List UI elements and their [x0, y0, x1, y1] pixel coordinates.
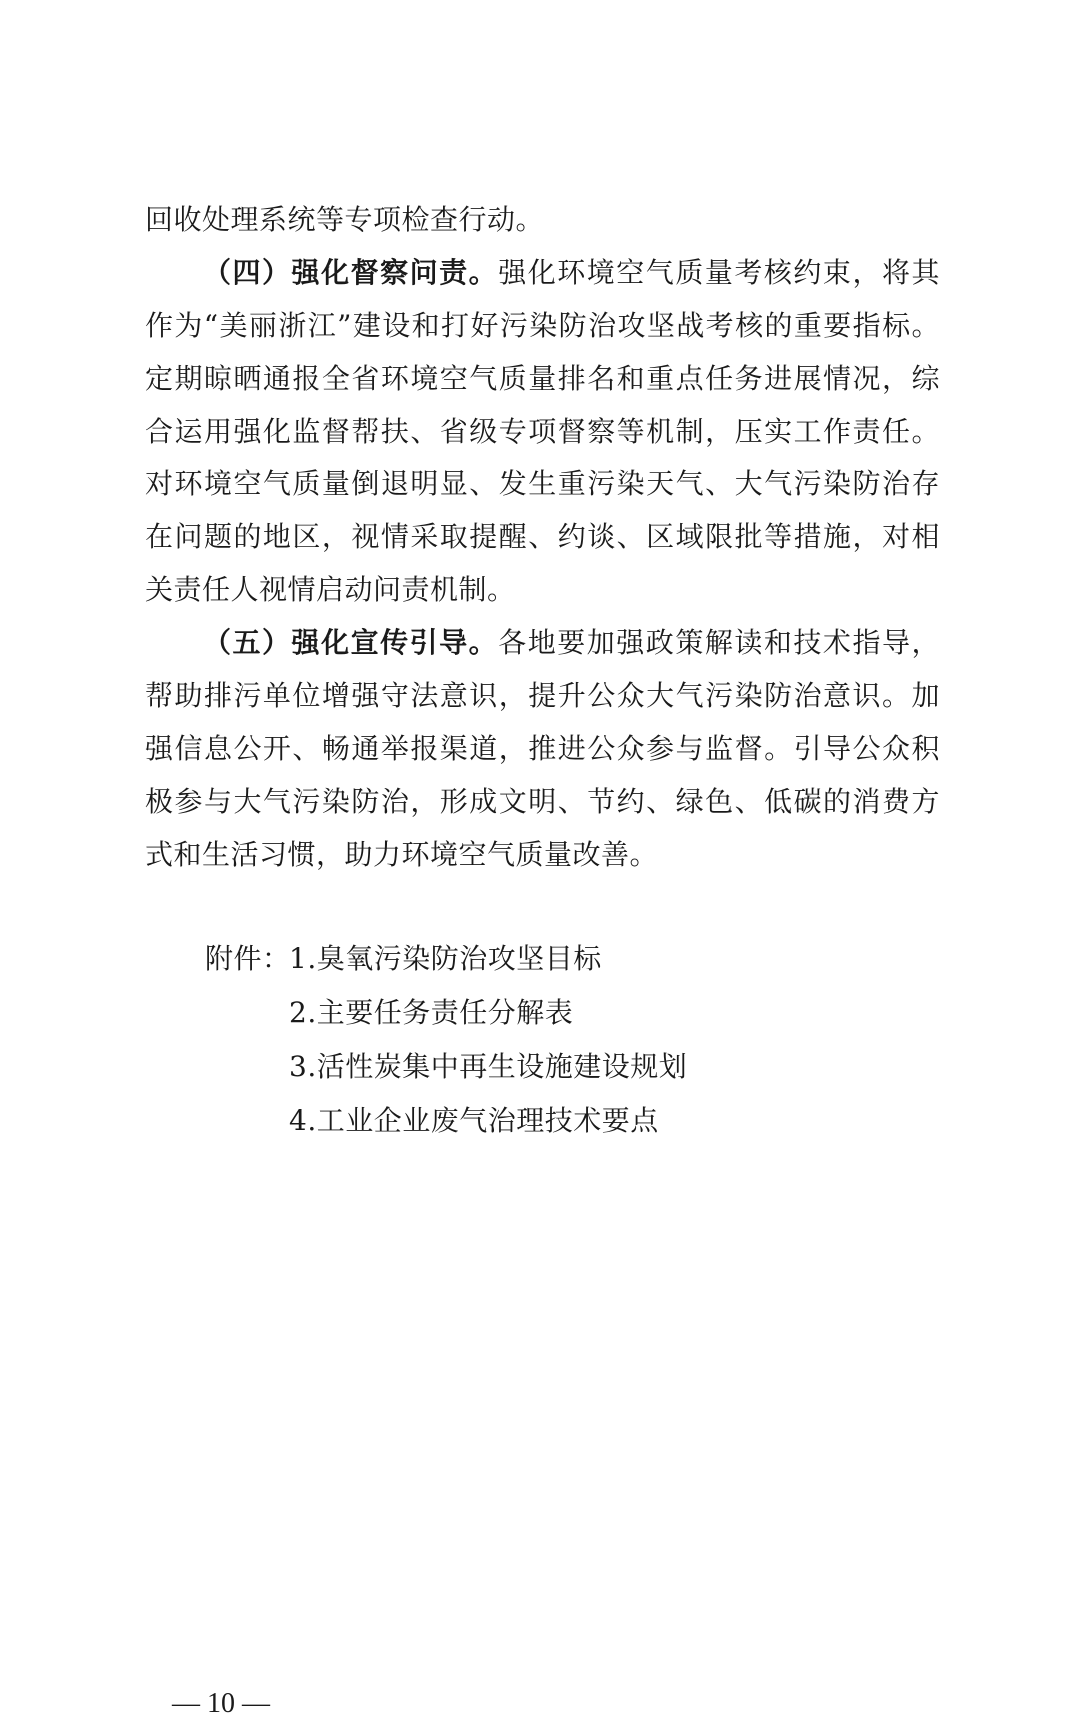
attachment-title: 2.主要任务责任分解表: [289, 996, 574, 1029]
paragraph-5-first-line-text: 各地要加强政策解读和技术指导，: [498, 626, 940, 660]
paragraph-4-first-line-text: 强化环境空气质量考核约束，将其: [498, 255, 940, 289]
body-line: 关责任人视情启动问责机制。: [145, 573, 516, 607]
body-line: 强信息公开、畅通举报渠道，推进公众参与监督。引导公众积: [145, 731, 940, 765]
body-line: 帮助排污单位增强守法意识，提升公众大气污染防治意识。加: [145, 679, 940, 713]
body-line: 对环境空气质量倒退明显、发生重污染天气、大气污染防治存: [145, 467, 940, 501]
attachment-item: [205, 986, 687, 1040]
paragraph-5-heading: （五）强化宣传引导。: [203, 626, 499, 660]
body-line: 定期晾晒通报全省环境空气质量排名和重点任务进展情况，综: [145, 361, 940, 395]
page-number: — 10 —: [172, 1688, 270, 1719]
body-line: 极参与大气污染防治，形成文明、节约、绿色、低碳的消费方: [145, 784, 940, 818]
attachment-item: [205, 1040, 687, 1094]
attachment-title: 1.臭氧污染防治攻坚目标: [289, 942, 602, 975]
body-line: 作为“美丽浙江”建设和打好污染防治攻坚战考核的重要指标。: [145, 308, 940, 342]
paragraph-4-first-line: [145, 247, 940, 300]
attachments-list: [205, 932, 687, 1148]
attachment-item: [205, 1094, 687, 1148]
body-line: 合运用强化监督帮扶、省级专项督察等机制，压实工作责任。: [145, 414, 940, 448]
body-line: 式和生活习惯，助力环境空气质量改善。: [145, 837, 659, 871]
body-line: 回收处理系统等专项检查行动。: [145, 203, 545, 236]
body-line: 在问题的地区，视情采取提醒、约谈、区域限批等措施，对相: [145, 520, 940, 554]
attachment-title: 3.活性炭集中再生设施建设规划: [289, 1050, 688, 1083]
paragraph-4-heading: （四）强化督察问责。: [203, 255, 499, 289]
attachment-item: [205, 932, 687, 986]
attachments-label: 附件：: [205, 942, 291, 975]
paragraph-5-first-line: [145, 617, 940, 670]
document-body: [145, 194, 940, 882]
attachment-title: 4.工业企业废气治理技术要点: [289, 1104, 659, 1137]
